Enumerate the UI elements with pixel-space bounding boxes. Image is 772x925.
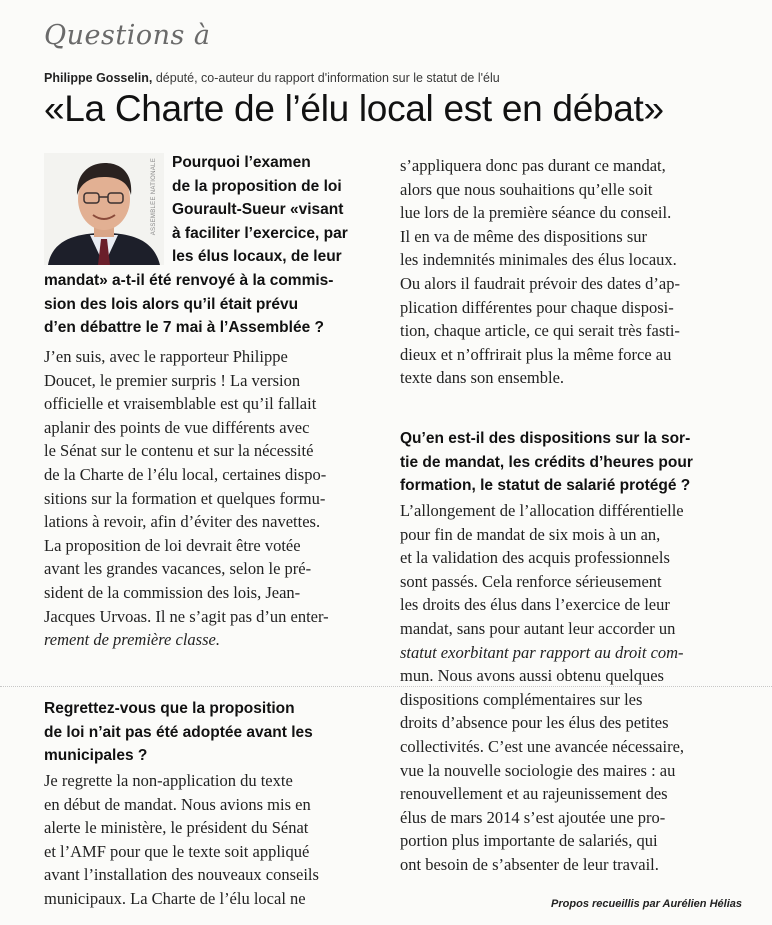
- question-1-continued: [44, 269, 333, 340]
- answer-1-line: Doucet, le premier surpris ! La version: [44, 370, 301, 390]
- byline: [44, 71, 500, 85]
- question-1-line: à faciliter l’exercice, par: [172, 224, 348, 242]
- answer-2-line: Je regrette la non-application du texte: [44, 771, 293, 790]
- question-1-line: de la proposition de loi: [172, 177, 342, 195]
- answer-1-line: Jacques Urvoas. Il ne s’agit pas d’un enter-: [44, 606, 329, 626]
- answer-3: [400, 499, 684, 877]
- answer-1-line: avant les grandes vacances, selon le pré-: [44, 559, 312, 579]
- question-2-line: Regrettez-vous que la proposition: [44, 700, 295, 717]
- question-3-line: Qu’en est-il des dispositions sur la sor-: [400, 430, 691, 447]
- answer-2-line: texte dans son ensemble.: [400, 368, 565, 388]
- answer-3-line: les droits des élus dans l’exercice de leur: [400, 595, 670, 615]
- question-1-line: sion des lois alors qu’il était prévu: [44, 295, 299, 313]
- answer-3-line: collectivités. C’est une avancée nécessaire,: [400, 736, 685, 756]
- question-1-line: les élus locaux, de leur: [172, 248, 342, 266]
- photo-credit: ASSEMBLÉE NATIONALE: [151, 158, 157, 236]
- answer-3-line: L’allongement de l’allocation différentielle: [400, 501, 684, 520]
- answer-2-continued: [400, 154, 680, 390]
- answer-3-line: mun. Nous avons aussi obtenu quelques: [400, 666, 664, 686]
- answer-2-line: dieux et n’offrirait plus la même force au: [400, 344, 672, 364]
- answer-2-line: lue lors de la première séance du conseil.: [400, 203, 672, 223]
- question-1-line: Gourault-Sueur «visant: [172, 201, 344, 219]
- answer-1-line: de la Charte de l’élu local, certaines dispo-: [44, 464, 327, 484]
- answer-1-line: sitions sur la formation et quelques formu-: [44, 488, 326, 508]
- answer-2-line: en début de mandat. Nous avions mis en: [44, 794, 311, 814]
- answer-1-line: rement de première classe.: [44, 630, 220, 650]
- answer-2-line: tion, chaque article, ce qui serait très fasti-: [400, 321, 680, 341]
- answer-3-line: portion plus importante de salariés, qui: [400, 831, 658, 851]
- answer-2-line: alerte le ministère, le président du Sénat: [44, 818, 309, 838]
- answer-3-line: dispositions complémentaires sur les: [400, 689, 643, 709]
- answer-2-line: les indemnités minimales des élus locaux.: [400, 250, 677, 270]
- answer-1: [44, 345, 329, 652]
- byline-name: Philippe Gosselin,: [44, 71, 153, 85]
- answer-3-line: ont besoin de s’absenter de leur travail.: [400, 854, 659, 874]
- headline: «La Charte de l’élu local est en débat»: [44, 88, 664, 129]
- portrait-illustration: [44, 153, 164, 265]
- question-1-line: Pourquoi l’examen: [172, 154, 311, 171]
- byline-role: député, co-auteur du rapport d'information sur le statut de l'élu: [152, 71, 500, 85]
- question-3-line: formation, le statut de salarié protégé ?: [400, 477, 691, 495]
- answer-3-line: pour fin de mandat de six mois à un an,: [400, 524, 661, 544]
- question-1: [172, 151, 348, 269]
- answer-2-line: plication différentes pour chaque disposi-: [400, 297, 674, 317]
- answer-2: [44, 769, 319, 911]
- answer-3-line: élus de mars 2014 s’est ajoutée une pro-: [400, 807, 666, 827]
- question-2: [44, 697, 313, 768]
- kicker: Questions à: [44, 20, 211, 51]
- answer-3-line: statut exorbitant par rapport au droit com-: [400, 642, 684, 662]
- answer-1-line: sident de la commission des lois, Jean-: [44, 582, 301, 602]
- answer-2-line: Ou alors il faudrait prévoir des dates d’ap-: [400, 273, 680, 293]
- answer-1-line: officielle et vraisemblable est qu’il fallait: [44, 394, 317, 414]
- question-3-line: tie de mandat, les crédits d’heures pour: [400, 453, 693, 471]
- question-2-line: de loi n’ait pas été adoptée avant les: [44, 723, 313, 741]
- answer-2-line: municipaux. La Charte de l’élu local ne: [44, 888, 306, 908]
- answer-2-line: et l’AMF pour que le texte soit appliqué: [44, 841, 310, 861]
- answer-3-line: vue la nouvelle sociologie des maires : au: [400, 760, 676, 780]
- answer-2-line: alors que nous souhaitions qu’elle soit: [400, 179, 653, 199]
- signature: Propos recueillis par Aurélien Hélias: [551, 898, 742, 910]
- answer-1-line: aplanir des points de vue différents avec: [44, 417, 310, 437]
- portrait-photo: [44, 153, 164, 265]
- answer-3-line: droits d’absence pour les élus des petites: [400, 713, 669, 733]
- answer-1-line: J’en suis, avec le rapporteur Philippe: [44, 347, 288, 366]
- answer-1-line: La proposition de loi devrait être votée: [44, 535, 301, 555]
- question-1-line: mandat» a-t-il été renvoyé à la commis-: [44, 272, 334, 289]
- answer-2-line: Il en va de même des dispositions sur: [400, 226, 648, 246]
- answer-1-line: lations à revoir, afin d’éviter des navettes.: [44, 512, 321, 532]
- question-3: [400, 427, 693, 498]
- answer-3-line: renouvellement et au rajeunissement des: [400, 784, 668, 804]
- question-2-line: municipales ?: [44, 747, 148, 765]
- answer-3-line: et la validation des acquis professionnels: [400, 548, 670, 568]
- answer-3-line: mandat, sans pour autant leur accorder un: [400, 618, 676, 638]
- answer-1-line: le Sénat sur le contenu et sur la nécessité: [44, 441, 314, 461]
- answer-2-line: s’appliquera donc pas durant ce mandat,: [400, 156, 666, 175]
- question-1-line: d’en débattre le 7 mai à l’Assemblée ?: [44, 319, 324, 337]
- answer-2-line: avant l’installation des nouveaux conseils: [44, 865, 319, 885]
- answer-3-line: sont passés. Cela renforce sérieusement: [400, 571, 662, 591]
